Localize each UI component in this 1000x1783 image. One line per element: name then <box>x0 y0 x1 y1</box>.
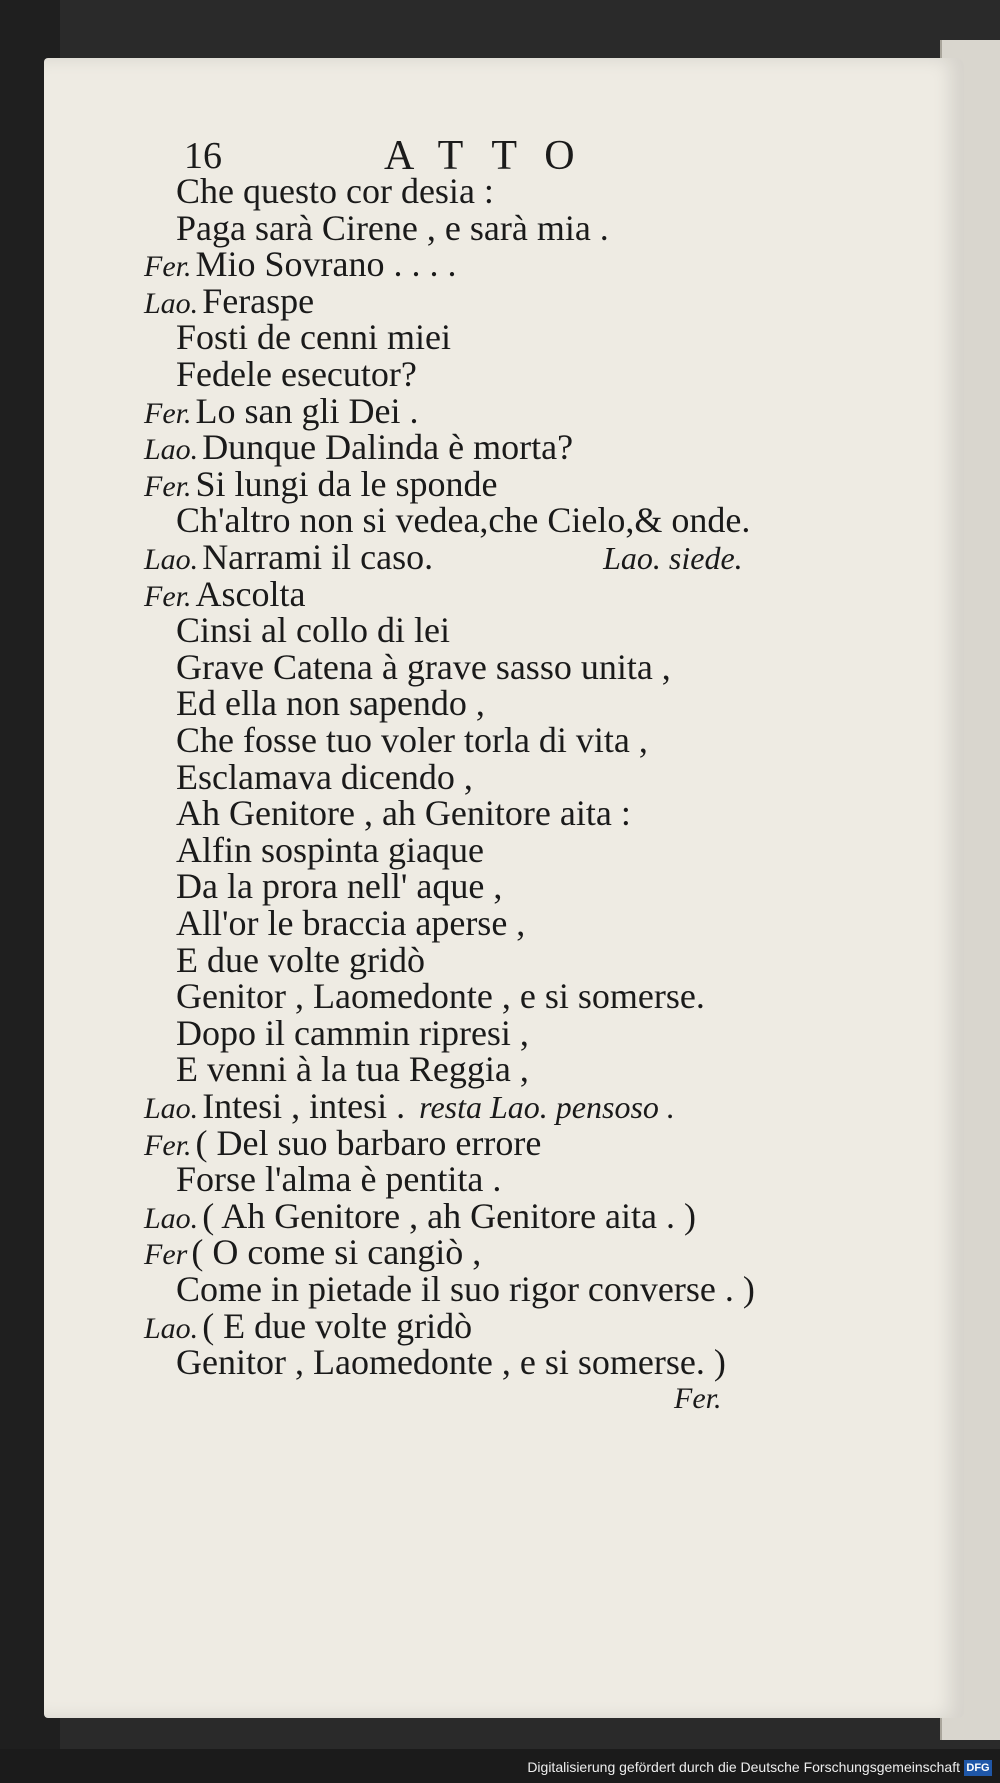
verse-text: Grave Catena à grave sasso unita , <box>176 646 671 687</box>
verse-text: ( E due volte gridò <box>202 1305 473 1346</box>
verse-text: Dopo il cammin ripresi , <box>176 1012 529 1053</box>
verse-text: Forse l'alma è pentita . <box>176 1159 502 1200</box>
speaker-label: Fer. <box>144 250 192 284</box>
verse-text: All'or le braccia aperse , <box>176 903 526 943</box>
verse-text: Paga sarà Cirene , e sarà mia . <box>176 207 609 248</box>
verse-text: Genitor , Laomedonte , e si somerse. ) <box>176 1342 726 1383</box>
speaker-label: Fer. <box>144 469 192 503</box>
footer-credit: Digitalisierung gefördert durch die Deutsche Forschungsgemeinschaft <box>527 1759 960 1775</box>
verse-text: Ah Genitore , ah Genitore aita : <box>176 793 631 834</box>
verse-text: Fedele esecutor? <box>176 354 417 394</box>
speaker-label: Fer. <box>144 579 192 613</box>
stage-direction: resta Lao. pensoso . <box>419 1089 675 1125</box>
speaker-label: Lao. <box>144 543 199 576</box>
verse-text: Ed ella non sapendo , <box>176 683 485 724</box>
speaker-label: Lao. <box>144 286 199 320</box>
book-page <box>44 58 964 1718</box>
catchword: Fer. <box>674 1381 722 1415</box>
verse-text: Da la prora nell' aque , <box>176 866 503 907</box>
verse-text: Si lungi da le sponde <box>195 463 498 504</box>
verse-text: ( O come si cangiò , <box>191 1232 482 1273</box>
verse-text: Come in pietade il suo rigor converse . ) <box>176 1269 755 1309</box>
running-head: ATTO <box>384 133 603 179</box>
verse-text: Alfin sospinta giaque <box>176 829 484 870</box>
speaker-label: Lao. <box>144 1201 199 1235</box>
page-number: 16 <box>184 135 222 177</box>
speaker-label: Lao. <box>144 433 199 467</box>
verse-text: Ascolta <box>195 573 306 614</box>
verse-text: Fosti de cenni miei <box>176 317 451 358</box>
verse-text: ( Del suo barbaro errore <box>195 1122 542 1163</box>
verse-text: Dunque Dalinda è morta? <box>202 427 574 468</box>
verse-text: E venni à la tua Reggia , <box>176 1049 529 1090</box>
speaker-label: Fer <box>144 1238 188 1272</box>
verse-text: Mio Sovrano . . . . <box>195 244 457 285</box>
verse-text: Ch'altro non si vedea,che Cielo,& onde. <box>176 500 751 541</box>
verse-text: Che questo cor desia : <box>176 171 494 211</box>
verse-text: Narrami il caso. <box>202 537 434 577</box>
verse-text: ( Ah Genitore , ah Genitore aita . ) <box>202 1195 697 1236</box>
verse-text: Cinsi al collo di lei <box>176 610 450 651</box>
verse-text: Che fosse tuo voler torla di vita , <box>176 720 648 760</box>
speaker-label: Fer. <box>144 396 192 430</box>
verse-text: E due volte gridò <box>176 939 425 980</box>
stage-direction: Lao. siede. <box>603 540 743 576</box>
verse-text: Intesi , intesi . <box>202 1086 406 1126</box>
dfg-logo: DFG <box>964 1760 992 1776</box>
verse-text: Feraspe <box>202 280 315 321</box>
verse-text: Esclamava dicendo , <box>176 756 473 797</box>
speaker-label: Lao. <box>144 1311 199 1345</box>
speaker-label: Lao. <box>144 1092 199 1125</box>
footer-bar <box>0 1749 1000 1783</box>
verse-text: Genitor , Laomedonte , e si somerse. <box>176 976 705 1017</box>
speaker-label: Fer. <box>144 1128 192 1162</box>
verse-text: Lo san gli Dei . <box>195 390 419 431</box>
text-line <box>176 1341 726 1383</box>
